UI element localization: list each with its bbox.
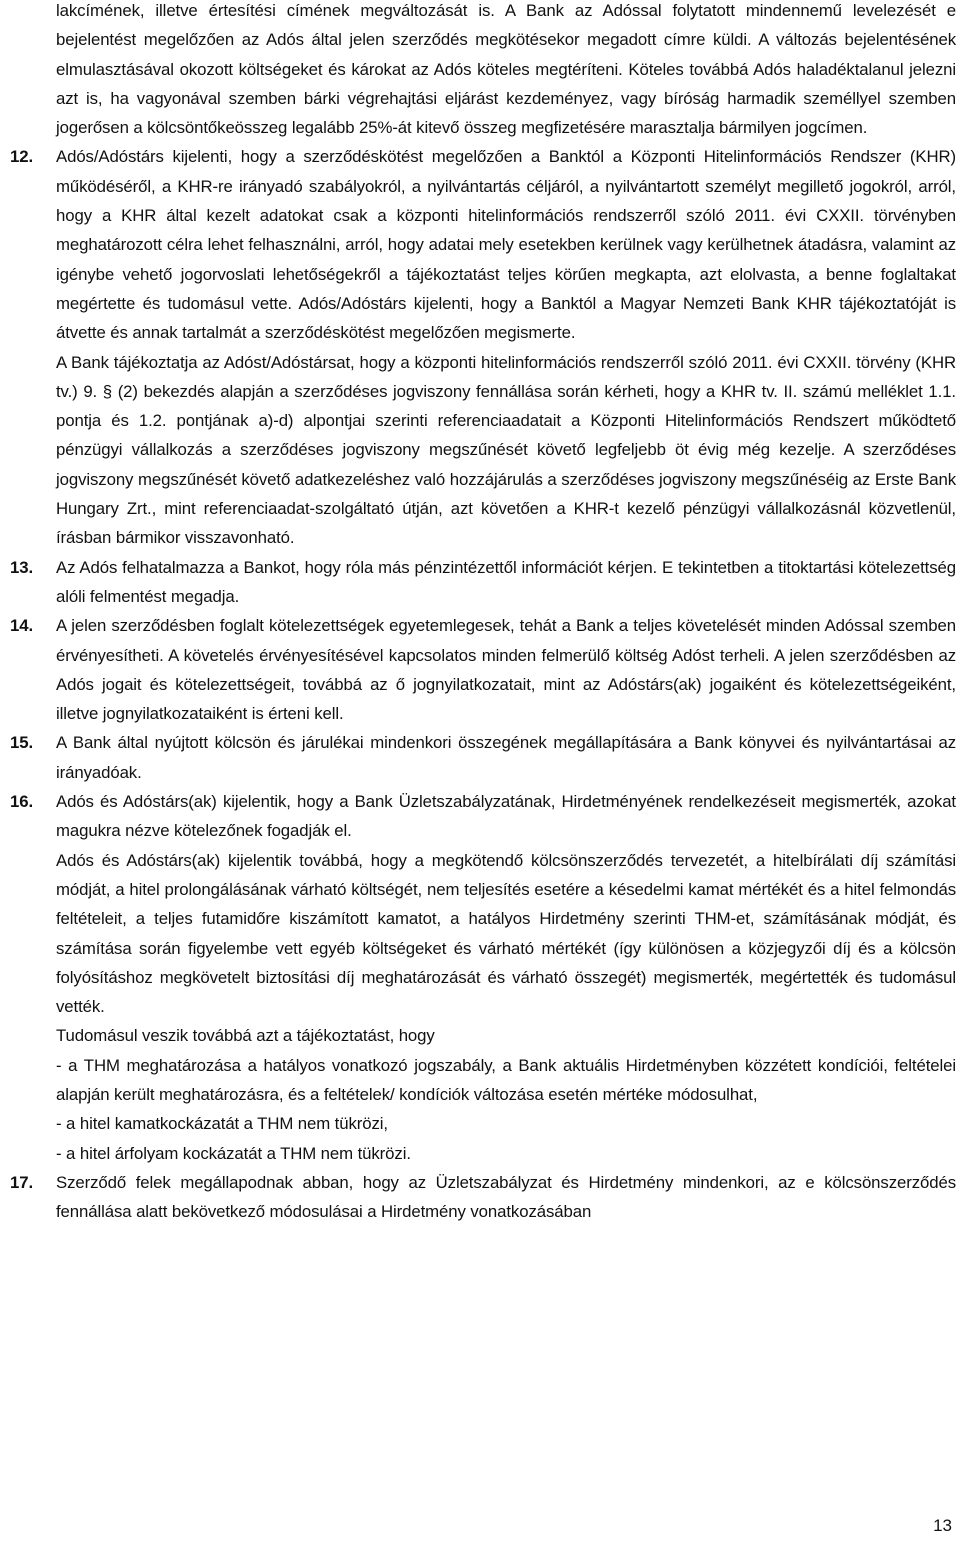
clause-paragraph: Az Adós felhatalmazza a Bankot, hogy róla más pénzintézettől információt kérjen. E tekintetben a titoktartási kötelezettség alóli felmentést megadja. [56,557,956,606]
clause-paragraph: Adós és Adóstárs(ak) kijelentik továbbá, hogy a megkötendő kölcsönszerződés tervezetét, a hitelbírálati díj számítási módját, a hitel prolongálásának várható költségét, nem teljesítés esetére a késedelmi kamat mértékét és a hitel felmondás feltételeit, a teljes futamidőre kiszámított kamatot, a hatályos Hirdetmény szerinti THM-et, számításának módját, és számítása során figyelembe vett egyéb költségeket és várható mértékét (így különösen a közjegyzői díj és a kölcsön folyósításhoz megkövetelt biztosítási díj meghatározását és várható összegét) megismerték, megértették és tudomásul vették. [56,850,956,1017]
clause-number: 14. [10,616,34,636]
clause-body [56,1168,956,1227]
clause-16 [10,787,956,1168]
clause-body [56,611,956,728]
clause-paragraph: Szerződő felek megállapodnak abban, hogy az Üzletszabályzat és Hirdetmény mindenkori, az e kölcsönszerződés fennállása alatt bekövetkező módosulásai a Hirdetmény vonatkozásában [56,1172,956,1222]
clause-body [56,142,956,552]
clause-paragraph: Tudomásul veszik továbbá azt a tájékoztatást, hogy [56,1026,435,1046]
clause-paragraph: A Bank által nyújtott kölcsön és járulékai mindenkori összegének megállapítására a Bank könyvei és nyilvántartásai az irányadóak. [56,733,956,782]
clause-body [56,787,956,1168]
clause-number: 16. [10,792,34,812]
clause-12 [10,142,956,552]
page-content [10,0,956,1226]
clause-number: 17. [10,1172,34,1192]
clause-number: 15. [10,733,34,753]
clause-body [56,553,956,612]
page-number: 13 [933,1516,952,1535]
clause-15 [10,728,956,787]
clause-paragraph: A Bank tájékoztatja az Adóst/Adóstársat, hogy a központi hitelinformációs rendszerről szóló 2011. évi CXXII. törvény (KHR tv.) 9. § (2) bekezdés alapján a szerződéses jogviszony fennállása során kérheti, hogy a KHR tv. II. számú melléklet 1.1. pontja és 1.2. pontjának a)-d) alpontjai szerinti referenciaadatait a Központi Hitelinformációs Rendszert működtető pénzügyi vállalkozás a szerződéses jogviszony megszűnését követő legfeljebb öt évig még kezelje. A szerződéses jogviszony megszűnését követő adatkezeléshez való hozzájárulás a szerződéses jogviszony megszűnéséig az Erste Bank Hungary Zrt., mint referenciaadat-szolgáltató útján, azt követően a KHR-t kezelő pénzügyi vállalkozásnál közvetlenül, írásban bármikor visszavonható. [56,352,956,548]
clause-paragraph: Adós és Adóstárs(ak) kijelentik, hogy a Bank Üzletszabályzatának, Hirdetményének rendelkezéseit megismerték, azokat magukra nézve kötelezőnek fogadják el. [56,792,956,841]
clause-body [56,728,956,787]
intro-paragraph: lakcímének, illetve értesítési címének megváltozását is. A Bank az Adóssal folytatott mindennemű levelezését e bejelentést megelőzően az Adós által jelen szerződés megkötésekor megadott címre küldi. A változás bejelentésének elmulasztásával okozott költségeket és károkat az Adós köteles megtéríteni. Köteles továbbá Adós haladéktalanul jelezni azt is, ha vagyonával szemben bárki végrehajtási eljárást kezdeményez, vagy bíróság harmadik személlyel szemben jogerősen a kölcsöntőkeösszeg legalább 25%-át kitevő összeg megfizetésére marasztalja bármilyen jogcímen. [56,1,956,138]
clause-number: 13. [10,557,34,577]
clause-paragraph: Adós/Adóstárs kijelenti, hogy a szerződéskötést megelőzően a Banktól a Központi Hitelinformációs Rendszer (KHR) működéséről, a KHR-re irányadó szabályokról, a nyilvántartás céljáról, a nyilvántartott személyt megillető jogokról, arról, hogy a KHR által kezelt adatokat csak a központi hitelinformációs rendszerről szóló 2011. évi CXXII. törvényben meghatározott célra lehet felhasználni, arról, hogy adatai mely esetekben kerülnek vagy kerülhetnek átadásra, valamint az igénybe vehető jogorvoslati lehetőségekről a tájékoztatást teljes körűen megkapta, azt elolvasta, a benne foglaltakat megértette és tudomásul vette. Adós/Adóstárs kijelenti, hogy a Banktól a Magyar Nemzeti Bank KHR tájékoztatóját is átvette és annak tartalmát a szerződéskötést megelőzően megismerte. [56,147,956,343]
clause-bullet: - a THM meghatározása a hatályos vonatkozó jogszabály, a Bank aktuális Hirdetményben közzétett kondíciói, feltételei alapján került meghatározásra, és a feltételek/ kondíciók változása esetén mértéke módosulhat, [56,1055,956,1104]
clause-17 [10,1168,956,1227]
clause-number: 12. [10,147,34,167]
clause-paragraph: A jelen szerződésben foglalt kötelezettségek egyetemlegesek, tehát a Bank a teljes követelését minden Adóssal szemben érvényesítheti. A követelés érvényesítésével kapcsolatos minden felmerülő költség Adóst terheli. A jelen szerződésben az Adós jogait és kötelezettségeit, továbbá az ő jognyilatkozatait, mint az Adóstárs(ak) jogaiként és kötelezettségeiként, illetve jognyilatkozataiként is érteni kell. [56,616,956,724]
clause-bullet: - a hitel kamatkockázatát a THM nem tükrözi, [56,1114,388,1134]
clause-14 [10,611,956,728]
clause-bullet: - a hitel árfolyam kockázatát a THM nem tükrözi. [56,1143,411,1163]
clause-13 [10,553,956,612]
